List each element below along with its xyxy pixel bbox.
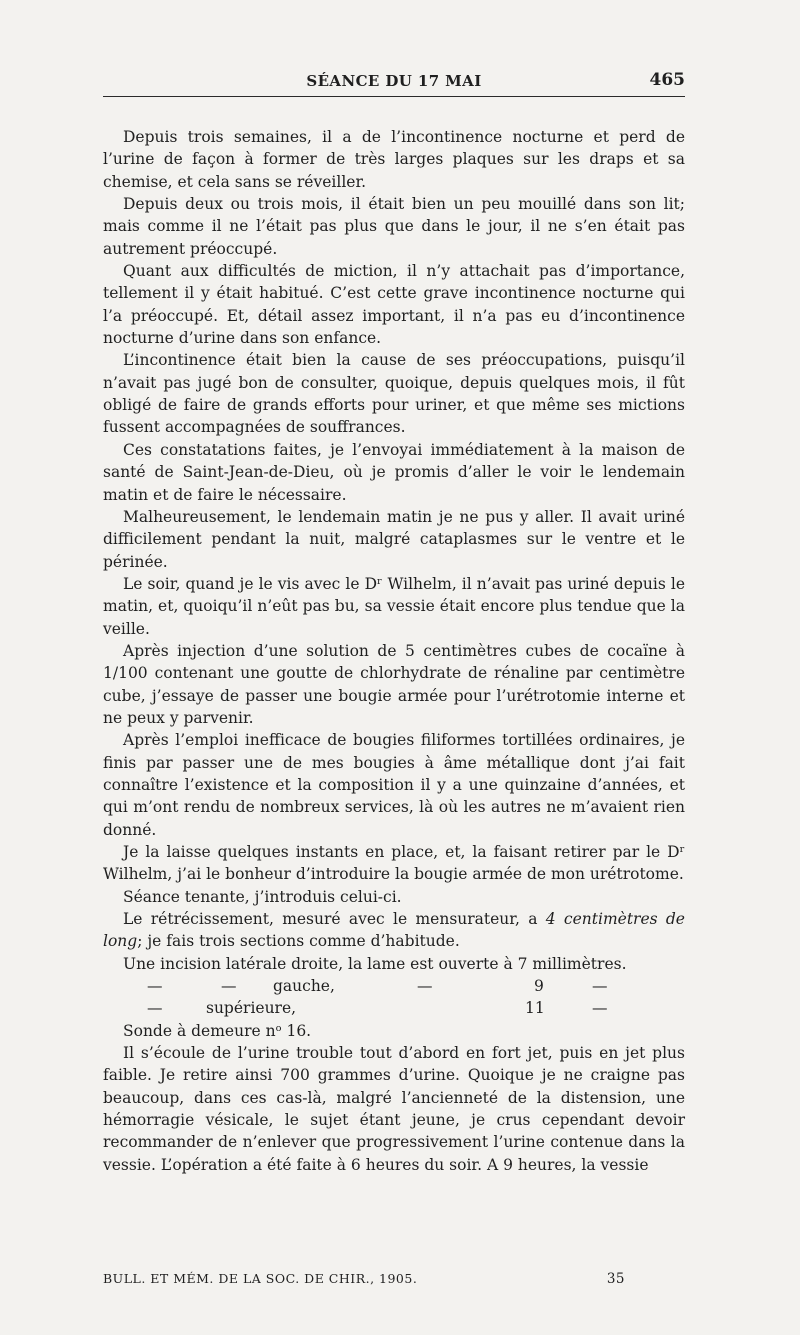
paragraph: Il s’écoule de l’urine trouble tout d’abord en fort jet, puis en jet plus faible. Je retire ainsi 700 grammes d’urine. Quoique je ne craigne pas beaucoup, dans ces cas-là, malgré l’ancienneté de la distension, une hémorragie vésicale, le sujet étant jeune, je crus cependant devoir recommander de n’enlever que progressivement l’urine contenue dans la vessie. L’opération a été faite à 6 heures du soir. A 9 heures, la vessie [103,1044,685,1174]
paragraph: Après injection d’une solution de 5 centimètres cubes de cocaïne à 1/100 contenant une goutte de chlorhydrate de rénaline par centimètre cube, j’essaye de passer une bougie armée pour l’urétrotomie interne et ne peux y parvenir. [103,641,685,727]
measure-value: 11 [525,999,545,1018]
body-text [103,126,685,1176]
ditto-dash: — [592,977,608,996]
measure-label: gauche, [273,977,335,996]
paragraph: Je la laisse quelques instants en place, et, la faisant retirer par le Dʳ Wilhelm, j’ai le bonheur d’introduire la bougie armée de mon urétrotome. [103,843,685,884]
stricture-text-end: ; je fais trois sections comme d’habitude. [137,932,460,951]
paragraph: Ces constatations faites, je l’envoyai immédiatement à la maison de santé de Saint-Jean-de-Dieu, où je promis d’aller le voir le lendemain matin et de faire le nécessaire. [103,440,685,504]
stricture-text: Le rétrécissement, mesuré avec le mensurateur, a [123,910,546,929]
measure-value: 9 [534,977,544,996]
stricture-paragraph [103,908,685,953]
paragraph: Malheureusement, le lendemain matin je ne pus y aller. Il avait uriné difficilement pendant la nuit, malgré cataplasmes sur le ventre et le périnée. [103,507,685,571]
page-number: 465 [649,70,685,90]
paragraph: Séance tenante, j’introduis celui-ci. [123,887,402,906]
ditto-dash: — [592,999,608,1018]
paragraph: Après l’emploi inefficace de bougies filiformes tortillées ordinaires, je finis par passer une de mes bougies à âme métallique dont j’ai fait connaître l’existence et la composition il y a une quinzaine d’années, et qui m’ont rendu de nombreux services, là où les autres ne m’avaient rien donné. [103,731,685,839]
paragraph: Depuis deux ou trois mois, il était bien un peu mouillé dans son lit; mais comme il ne l’était pas plus que dans le jour, il ne s’en était pas autrement préoccupé. [103,195,685,258]
paragraph: Le soir, quand je le vis avec le Dʳ Wilhelm, il n’avait pas uriné depuis le matin, et, quoiqu’il n’eût pas bu, sa vessie était encore plus tendue que la veille. [103,574,685,638]
paragraph: L’incontinence était bien la cause de ses préoccupations, puisqu’il n’avait pas jugé bon de consulter, quoique, depuis quelques mois, il fût obligé de faire de grands efforts pour uriner, et que même ses mictions fussent accompagnées de souffrances. [103,351,685,437]
journal-reference: BULL. ET MÉM. DE LA SOC. DE CHIR., 1905. [103,1271,418,1286]
header-title: SÉANCE DU 17 MAI [306,72,482,90]
ditto-dash: — [147,999,163,1018]
ditto-dash: — [147,977,163,996]
ditto-dash: — [221,977,237,996]
sonde-line: Sonde à demeure nᵒ 16. [123,1021,312,1040]
ditto-dash: — [417,977,433,996]
measure-row-gauche [103,975,685,997]
incision-line: Une incision latérale droite, la lame est ouverte à 7 millimètres. [123,954,627,973]
stricture-length: 4 centimètres de long [103,910,685,951]
measure-row-superieure [103,997,685,1019]
footer [103,1271,685,1293]
measure-label: supérieure, [206,999,297,1018]
running-header [103,70,685,97]
signature-mark: 35 [606,1271,625,1287]
paragraph: Quant aux difficultés de miction, il n’y attachait pas d’importance, tellement il y était habitué. C’est cette grave incontinence nocturne qui l’a préoccupé. Et, détail assez important, il n’a pas eu d’incontinence nocturne d’urine dans son enfance. [103,262,685,348]
paragraph: Depuis trois semaines, il a de l’incontinence nocturne et perd de l’urine de façon à former de très larges plaques sur les draps et sa chemise, et cela sans se réveiller. [103,128,685,191]
